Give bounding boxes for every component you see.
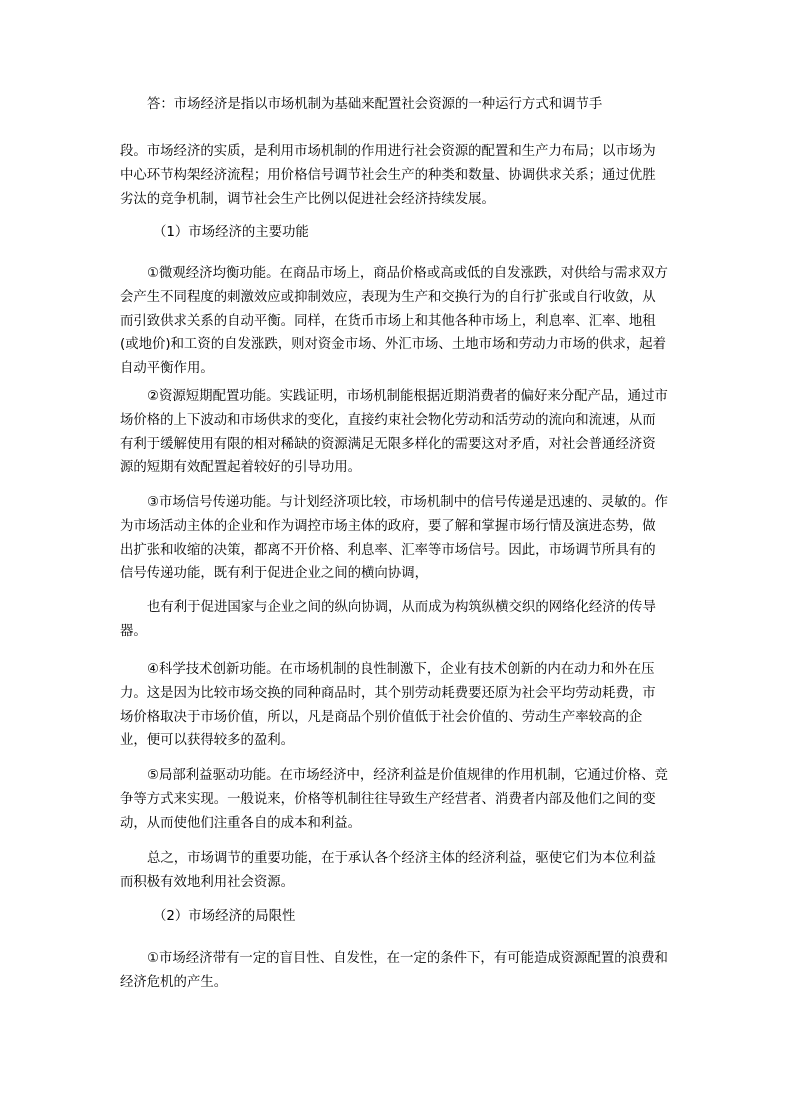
function-3-continuation-paragraph: 也有利于促进国家与企业之间的纵向协调，从而成为构筑纵横交织的网络化经济的传导器。 <box>120 600 656 639</box>
function-5-paragraph: ⑤局部利益驱动功能。在市场经济中，经济利益是价值规律的作用机制，它通过价格、竞争等方式来实现。一般说来，价格等机制往往导致生产经营者、消费者内部及他们之间的变动，从而使他们注重各自的成本和利益。 <box>120 768 668 831</box>
limitation-1-paragraph: ①市场经济带有一定的盲目性、自发性，在一定的条件下，有可能造成资源配置的浪费和经济危机的产生。 <box>120 951 668 990</box>
section-heading-main-functions: （1）市场经济的主要功能 <box>153 225 309 240</box>
function-4-paragraph: ④科学技术创新功能。在市场机制的良性制激下，企业有技术创新的内在动力和外在压力。这是因为比较市场交换的同种商品时，其个别劳动耗费要还原为社会平均劳动耗费，市场价格取决于市场价值，所以，凡是商品个别价值低于社会价值的、劳动生产率较高的企业，便可以获得较多的盈利。 <box>120 662 656 749</box>
function-3-paragraph: ③市场信号传递功能。与计划经济项比较，市场机制中的信号传递是迅速的、灵敏的。作为市场活动主体的企业和作为调控市场主体的政府，要了解和掌握市场行情及演进态势，做出扩张和收缩的决策，都离不开价格、利息率、汇率等市场信号。因此，市场调节所具有的信号传递功能，既有利于促进企业之间的横向协调， <box>120 495 668 582</box>
answer-intro-paragraph: 答：市场经济是指以市场机制为基础来配置社会资源的一种运行方式和调节手 <box>147 97 603 112</box>
market-economy-essence-paragraph: 段。市场经济的实质，是利用市场机制的作用进行社会资源的配置和生产力布局；以市场为中心环节构架经济流程；用价格信号调节社会生产的种类和数量、协调供求关系；通过优胜劣汰的竞争机制，调节社会生产比例以促进社会经济持续发展。 <box>120 144 656 207</box>
function-1-paragraph: ①微观经济均衡功能。在商品市场上，商品价格或高或低的自发涨跌，对供给与需求双方会产生不同程度的刺激效应或抑制效应，表现为生产和交换行为的自行扩张或自行收敛，从而引致供求关系的自动平衡。同样，在货币市场上和其他各种市场上，利息率、汇率、地租(或地价)和工资的自发涨跌，则对资金市场、外汇市场、土地市场和劳动力市场的供求，起着自动平衡作用。 <box>120 266 668 377</box>
section-heading-limitations: （2）市场经济的局限性 <box>153 909 296 924</box>
summary-paragraph: 总之，市场调节的重要功能，在于承认各个经济主体的经济利益，驱使它们为本位利益而积极有效地利用社会资源。 <box>120 851 656 890</box>
function-2-paragraph: ②资源短期配置功能。实践证明，市场机制能根据近期消费者的偏好来分配产品，通过市场价格的上下波动和市场供求的变化，直接约束社会物化劳动和活劳动的流向和流速，从而有利于缓解使用有限的相对稀缺的资源满足无限多样化的需要这对矛盾，对社会普通经济资源的短期有效配置起着较好的引导功用。 <box>120 389 668 476</box>
